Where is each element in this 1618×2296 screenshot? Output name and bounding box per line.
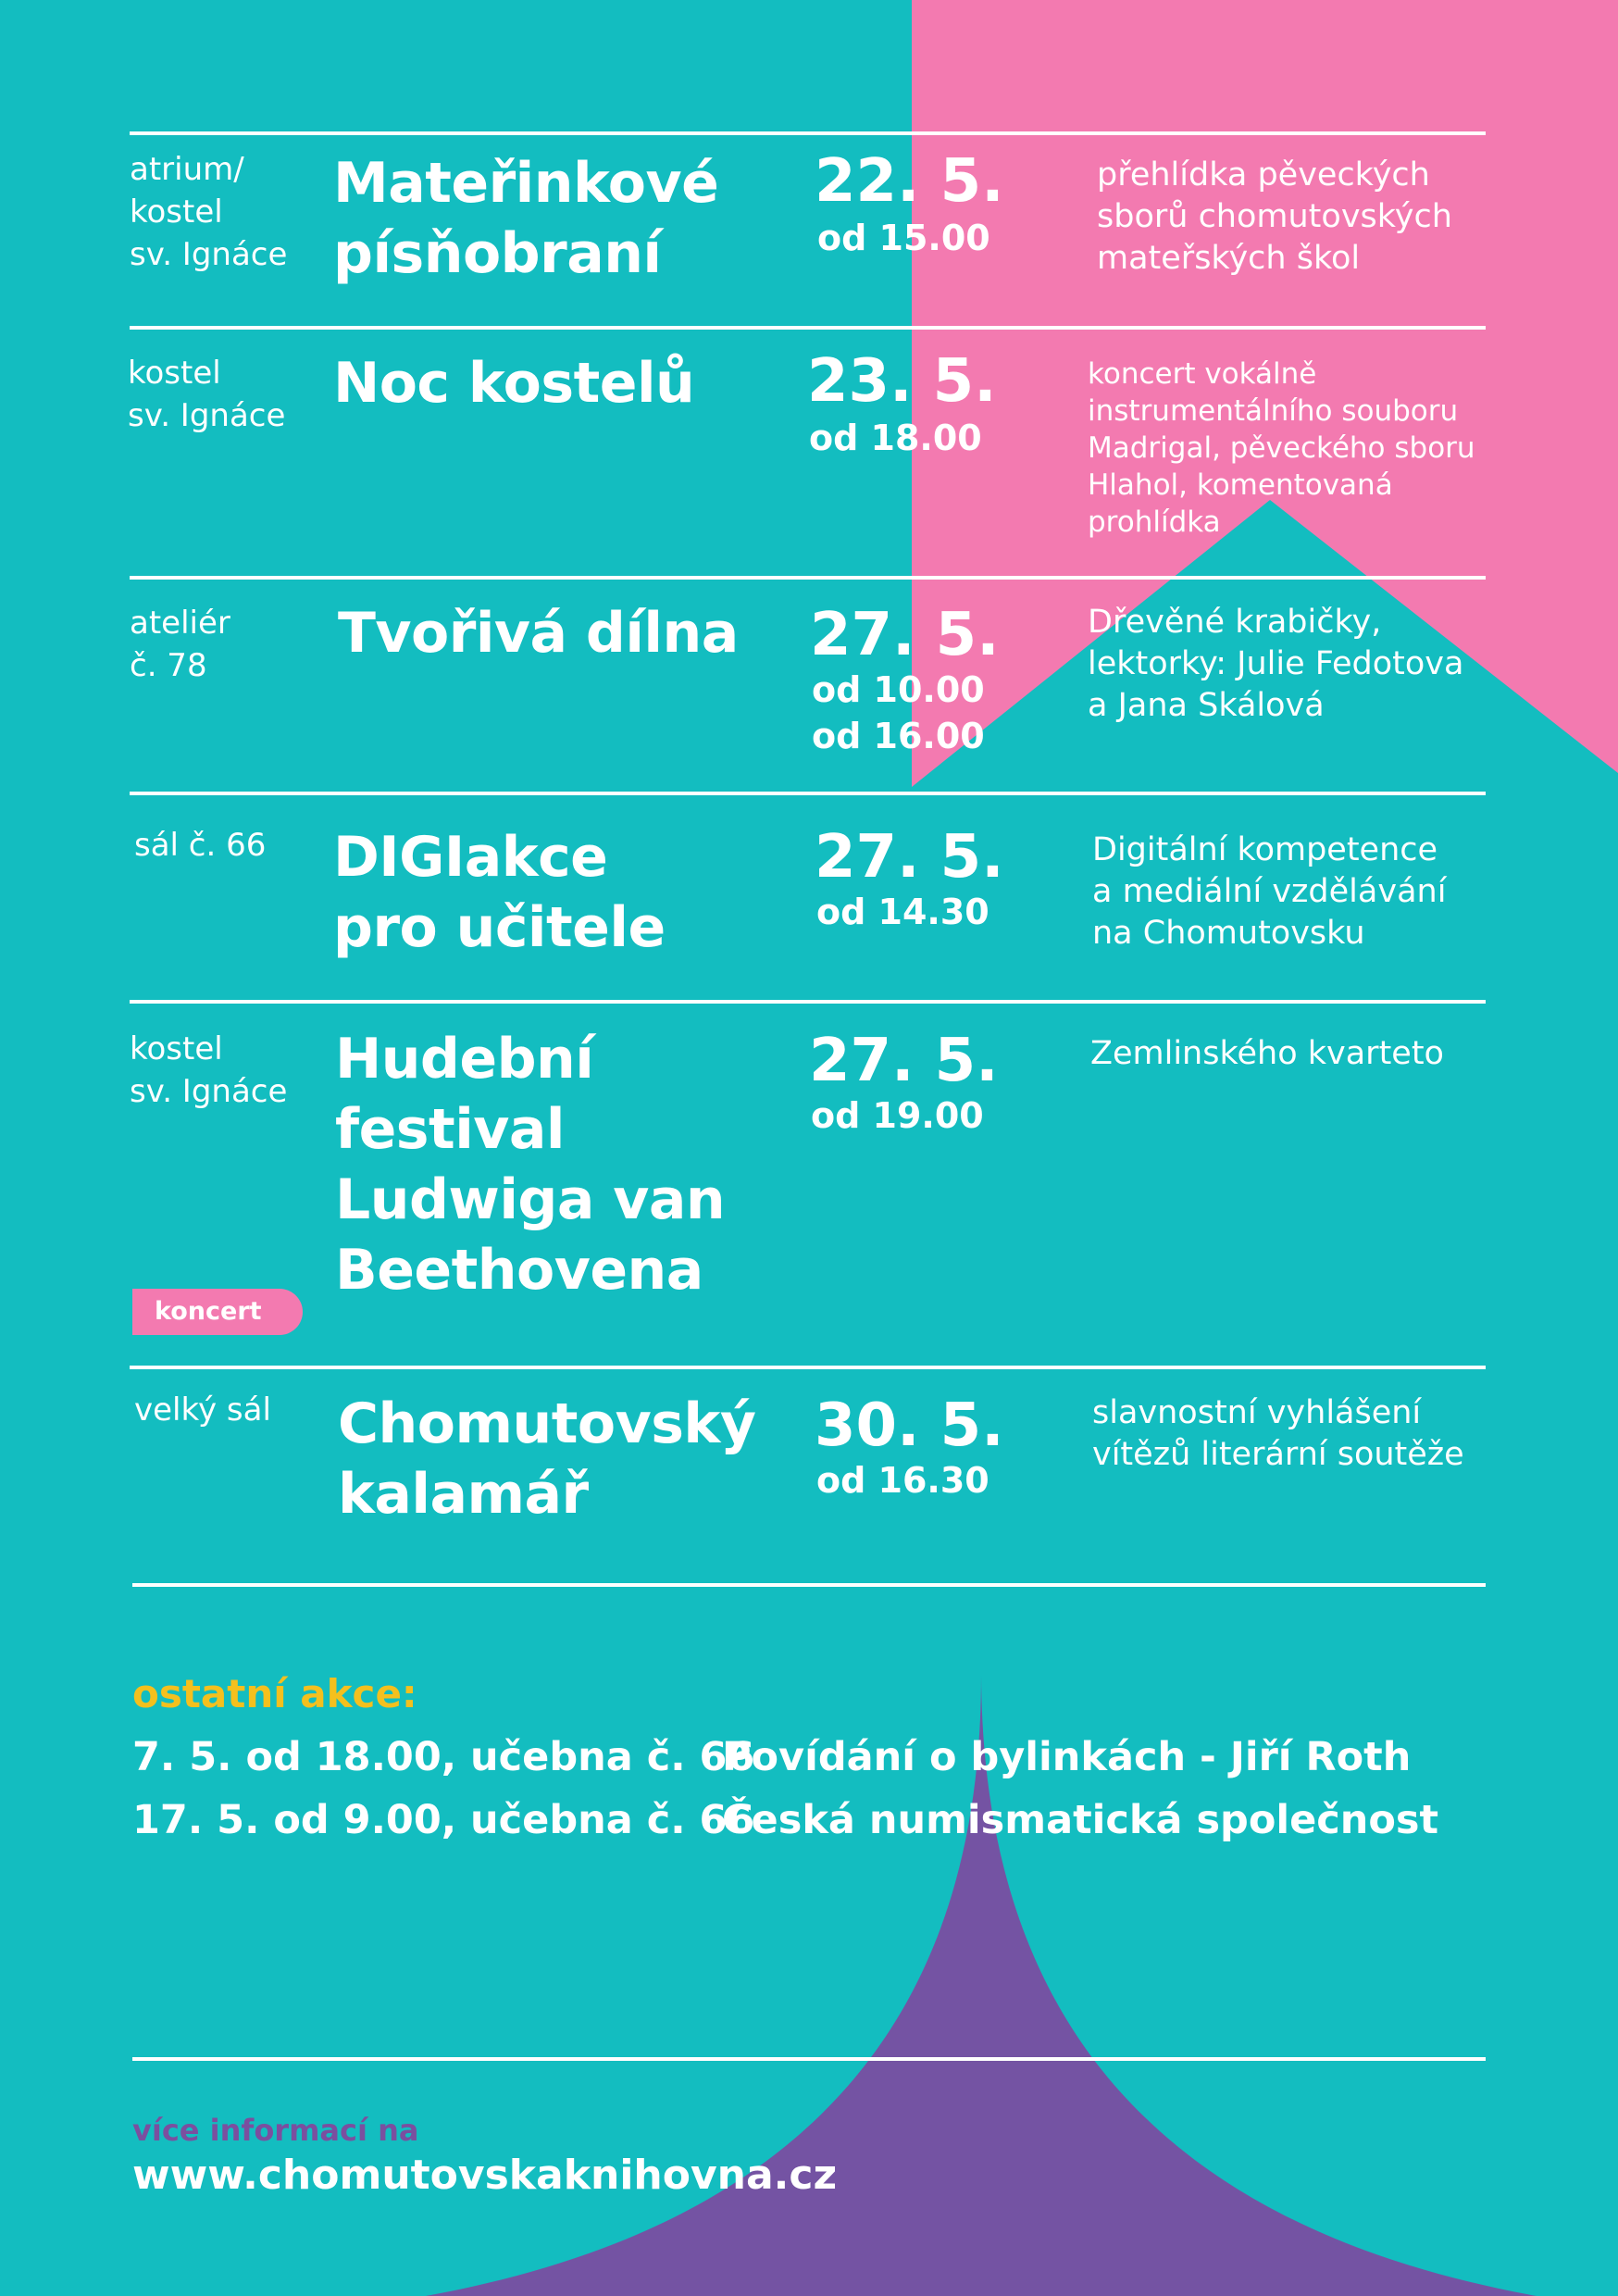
event-date: 22. 5.: [815, 147, 1004, 216]
divider-line: [132, 2057, 1486, 2061]
other-events-heading: ostatní akce:: [132, 1671, 417, 1716]
event-time: od 19.00: [811, 1095, 984, 1136]
website-link[interactable]: www.chomutovskaknihovna.cz: [132, 2152, 838, 2199]
event-title: Hudební festival Ludwiga van Beethovena: [335, 1027, 726, 1303]
event-title: Noc kostelů: [333, 351, 695, 416]
event-description: slavnostní vyhlášení vítězů literární soutěže: [1092, 1394, 1464, 1473]
event-description: koncert vokálně instrumentálního souboru Madrigal, pěveckého sboru Hlahol, komentovaná prohlídka: [1088, 357, 1475, 539]
divider-line: [130, 1000, 1486, 1004]
event-venue: sál č. 66: [134, 827, 267, 864]
divider-line: [130, 792, 1486, 795]
other-event-what: Česká numismatická společnost: [722, 1797, 1439, 1843]
event-date: 30. 5.: [815, 1391, 1004, 1460]
event-date: 27. 5.: [815, 823, 1004, 892]
event-description: Digitální kompetence a mediální vzdělávání na Chomutovsku: [1092, 831, 1447, 952]
event-title: DIGIakce pro učitele: [333, 825, 666, 960]
other-event-what: Povídání o bylinkách - Jiří Roth: [722, 1734, 1412, 1780]
other-event-when: 7. 5. od 18.00, učebna č. 66: [132, 1734, 755, 1780]
event-date: 27. 5.: [810, 601, 1000, 669]
event-title: Chomutovský kalamář: [338, 1391, 756, 1527]
event-time: od 10.00 od 16.00: [812, 669, 985, 756]
event-venue: atrium/ kostel sv. Ignáce: [130, 151, 288, 273]
event-venue: ateliér č. 78: [130, 605, 230, 684]
other-event-when: 17. 5. od 9.00, učebna č. 66: [132, 1797, 755, 1843]
event-title: Mateřinkové písňobraní: [333, 151, 719, 286]
concert-badge: koncert: [132, 1289, 303, 1335]
event-description: přehlídka pěveckých sborů chomutovských mateřských škol: [1097, 156, 1452, 277]
event-time: od 14.30: [816, 892, 989, 932]
divider-line: [130, 326, 1486, 330]
event-venue: velký sál: [134, 1391, 271, 1429]
event-venue: kostel sv. Ignáce: [128, 355, 286, 434]
event-time: od 15.00: [817, 218, 990, 258]
event-time: od 18.00: [809, 418, 982, 458]
divider-line: [130, 131, 1486, 135]
event-title: Tvořivá dílna: [338, 601, 739, 666]
divider-line: [130, 576, 1486, 580]
event-time: od 16.30: [816, 1460, 989, 1501]
event-date: 27. 5.: [809, 1027, 999, 1095]
divider-line: [132, 1583, 1486, 1587]
event-venue: kostel sv. Ignáce: [130, 1030, 288, 1110]
event-description: Dřevěné krabičky, lektorky: Julie Fedotova a Jana Skálová: [1088, 604, 1464, 724]
divider-line: [130, 1366, 1486, 1369]
more-info-label: více informací na: [132, 2113, 419, 2148]
event-description: Zemlinského kvarteto: [1090, 1035, 1444, 1072]
event-date: 23. 5.: [807, 347, 997, 416]
